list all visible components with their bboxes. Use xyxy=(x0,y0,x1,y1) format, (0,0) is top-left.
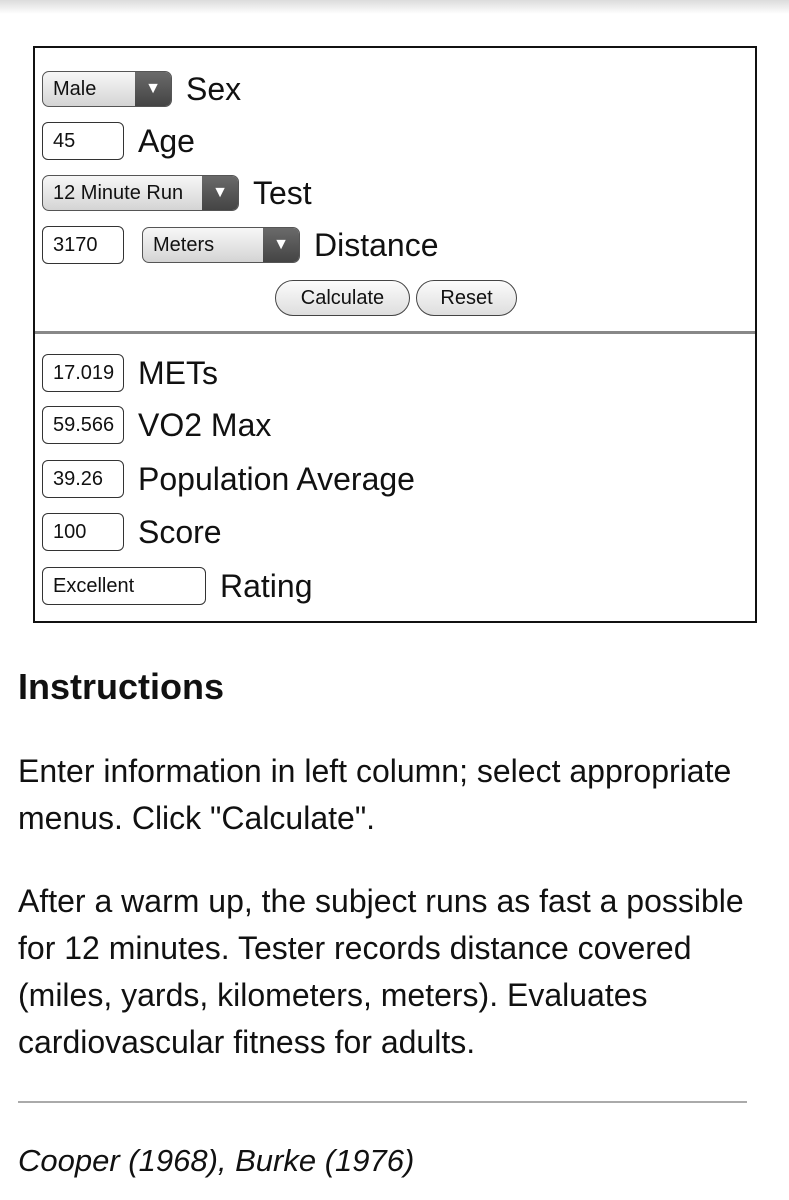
age-input[interactable]: 45 xyxy=(42,122,124,160)
reset-button[interactable]: Reset xyxy=(416,280,517,316)
horizontal-rule xyxy=(18,1101,747,1103)
test-select[interactable] xyxy=(42,175,239,211)
citation: Cooper (1968), Burke (1976) xyxy=(18,1143,415,1178)
mets-label: METs xyxy=(138,354,218,391)
distance-unit-value: Meters xyxy=(153,233,215,256)
instructions-paragraph-1: Enter information in left column; select appropriate menus. Click "Calculate". xyxy=(18,753,732,836)
chevron-down-icon: ▼ xyxy=(202,176,238,210)
test-select-value: 12 Minute Run xyxy=(53,181,184,204)
mets-output[interactable]: 17.019 xyxy=(42,354,124,392)
age-row xyxy=(42,121,195,161)
chevron-down-icon: ▼ xyxy=(135,72,171,106)
instructions-heading: Instructions xyxy=(18,666,225,707)
chevron-down-icon: ▼ xyxy=(263,228,299,262)
rating-label: Rating xyxy=(220,567,313,604)
distance-input[interactable]: 3170 xyxy=(42,226,124,264)
age-label: Age xyxy=(138,122,195,159)
rating-output[interactable]: Excellent xyxy=(42,567,206,605)
vo2max-output[interactable]: 59.566 xyxy=(42,406,124,444)
sex-label: Sex xyxy=(186,70,242,107)
sex-row xyxy=(42,69,241,109)
calculate-button[interactable]: Calculate xyxy=(275,280,410,316)
score-output[interactable]: 100 xyxy=(42,513,124,551)
test-row xyxy=(42,173,312,213)
population-average-output[interactable]: 39.26 xyxy=(42,460,124,498)
rating-row xyxy=(42,566,313,606)
population-average-label: Population Average xyxy=(138,460,415,497)
instructions-paragraph-2: After a warm up, the subject runs as fast a possible for 12 minutes. Tester records distance covered (miles, yards, kilometers, meters). Evaluates cardiovascular fitness for adults. xyxy=(18,883,744,1060)
distance-row xyxy=(42,225,439,265)
calculator-panel xyxy=(33,46,757,623)
score-label: Score xyxy=(138,513,222,550)
sex-select[interactable] xyxy=(42,71,172,107)
vo2max-label: VO2 Max xyxy=(138,406,272,443)
top-edge-shadow xyxy=(0,0,789,14)
sex-select-value: Male xyxy=(53,77,97,100)
distance-label: Distance xyxy=(314,226,439,263)
test-label: Test xyxy=(253,174,312,211)
score-row xyxy=(42,512,222,552)
vo2max-row xyxy=(42,405,271,445)
section-divider xyxy=(35,331,755,334)
population-average-row xyxy=(42,459,415,499)
distance-unit-select[interactable] xyxy=(142,227,300,263)
mets-row xyxy=(42,353,218,393)
